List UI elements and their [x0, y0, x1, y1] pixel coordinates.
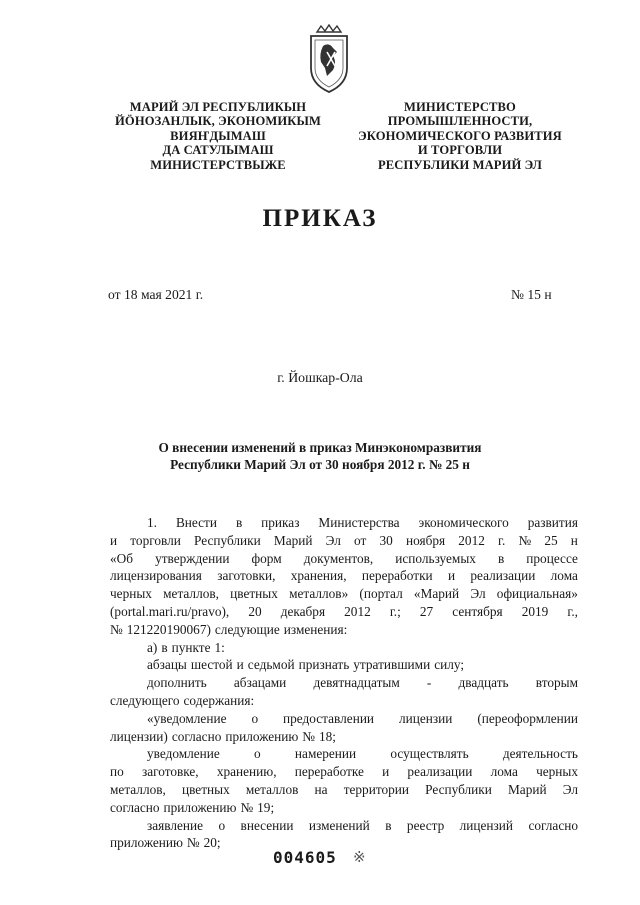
body-line: согласно приложению № 19;: [110, 799, 275, 815]
body-line: лицензии) согласно приложению № 18;: [110, 728, 336, 744]
body-line: заявление о внесении изменений в реестр лицензий согласно: [147, 817, 578, 833]
document-number: № 15 н: [511, 287, 552, 302]
document-subject: [0, 440, 640, 473]
body-line: «Об утверждении форм документов, используемых в процессе: [110, 550, 578, 566]
header-right-line: ПРОМЫШЛЕННОСТИ,: [387, 114, 533, 129]
body-line: по заготовке, хранению, переработке и реализации лома черных: [110, 764, 578, 780]
header-left-line: ДА САТУЛЫМАШ: [162, 143, 274, 158]
subject-line: Республики Марий Эл от 30 ноября 2012 г. № 25 н: [170, 456, 470, 472]
header-right-line: РЕСПУБЛИКИ МАРИЙ ЭЛ: [378, 157, 542, 172]
document-city: г. Йошкар-Ола: [277, 370, 363, 385]
header-left-line: МИНИСТЕРСТВЫЖЕ: [150, 157, 286, 172]
body-line: уведомление о намерении осуществлять деятельность: [147, 746, 578, 762]
body-line: черных металлов, цветных металлов» (портал «Марий Эл официальная»: [110, 586, 578, 602]
coat-of-arms-icon: [303, 22, 355, 94]
body-line: абзацы шестой и седьмой признать утратившими силу;: [147, 657, 465, 673]
header-right-russian: [340, 100, 580, 172]
document-date: от 18 мая 2021 г.: [108, 287, 204, 302]
subject-line: О внесении изменений в приказ Минэкономразвития: [158, 440, 482, 455]
serial-number: 004605: [273, 848, 337, 867]
body-line: 1. Внести в приказ Министерства экономического развития: [147, 515, 578, 530]
body-line: «уведомление о предоставлении лицензии (переоформлении: [147, 710, 578, 726]
body-line: № 121220190067) следующие изменения:: [110, 621, 348, 637]
document-body: [110, 514, 578, 852]
body-line: (portal.mari.ru/pravo), 20 декабря 2012 г.; 27 сентября 2019 г.,: [110, 603, 578, 619]
body-line: приложению № 20;: [110, 835, 221, 851]
body-line: а) в пункте 1:: [147, 639, 225, 655]
header-left-line: ВИЯҤДЫМАШ: [170, 128, 266, 143]
header-right-line: МИНИСТЕРСТВО: [404, 100, 516, 114]
header-right-line: И ТОРГОВЛИ: [417, 143, 503, 158]
body-line: и торговли Республики Марий Эл от 30 ноября 2012 г. № 25 н: [110, 532, 578, 548]
body-line: следующего содержания:: [110, 692, 255, 708]
header-left-line: ЙÖНОЗАНЛЫК, ЭКОНОМИКЫМ: [115, 114, 321, 129]
header-right-line: ЭКОНОМИЧЕСКОГО РАЗВИТИЯ: [358, 128, 562, 143]
body-line: дополнить абзацами девятнадцатым - двадцать вторым: [147, 675, 578, 691]
document-title: ПРИКАЗ: [262, 205, 378, 232]
serial-mark: ※: [353, 850, 366, 866]
body-line: лицензирования заготовки, хранения, переработки и реализации лома: [110, 568, 578, 584]
header-left-line: МАРИЙ ЭЛ РЕСПУБЛИКЫН: [129, 100, 307, 114]
header-left-mari: [108, 100, 328, 172]
body-line: металлов, цветных металлов на территории Республики Марий Эл: [110, 781, 578, 797]
